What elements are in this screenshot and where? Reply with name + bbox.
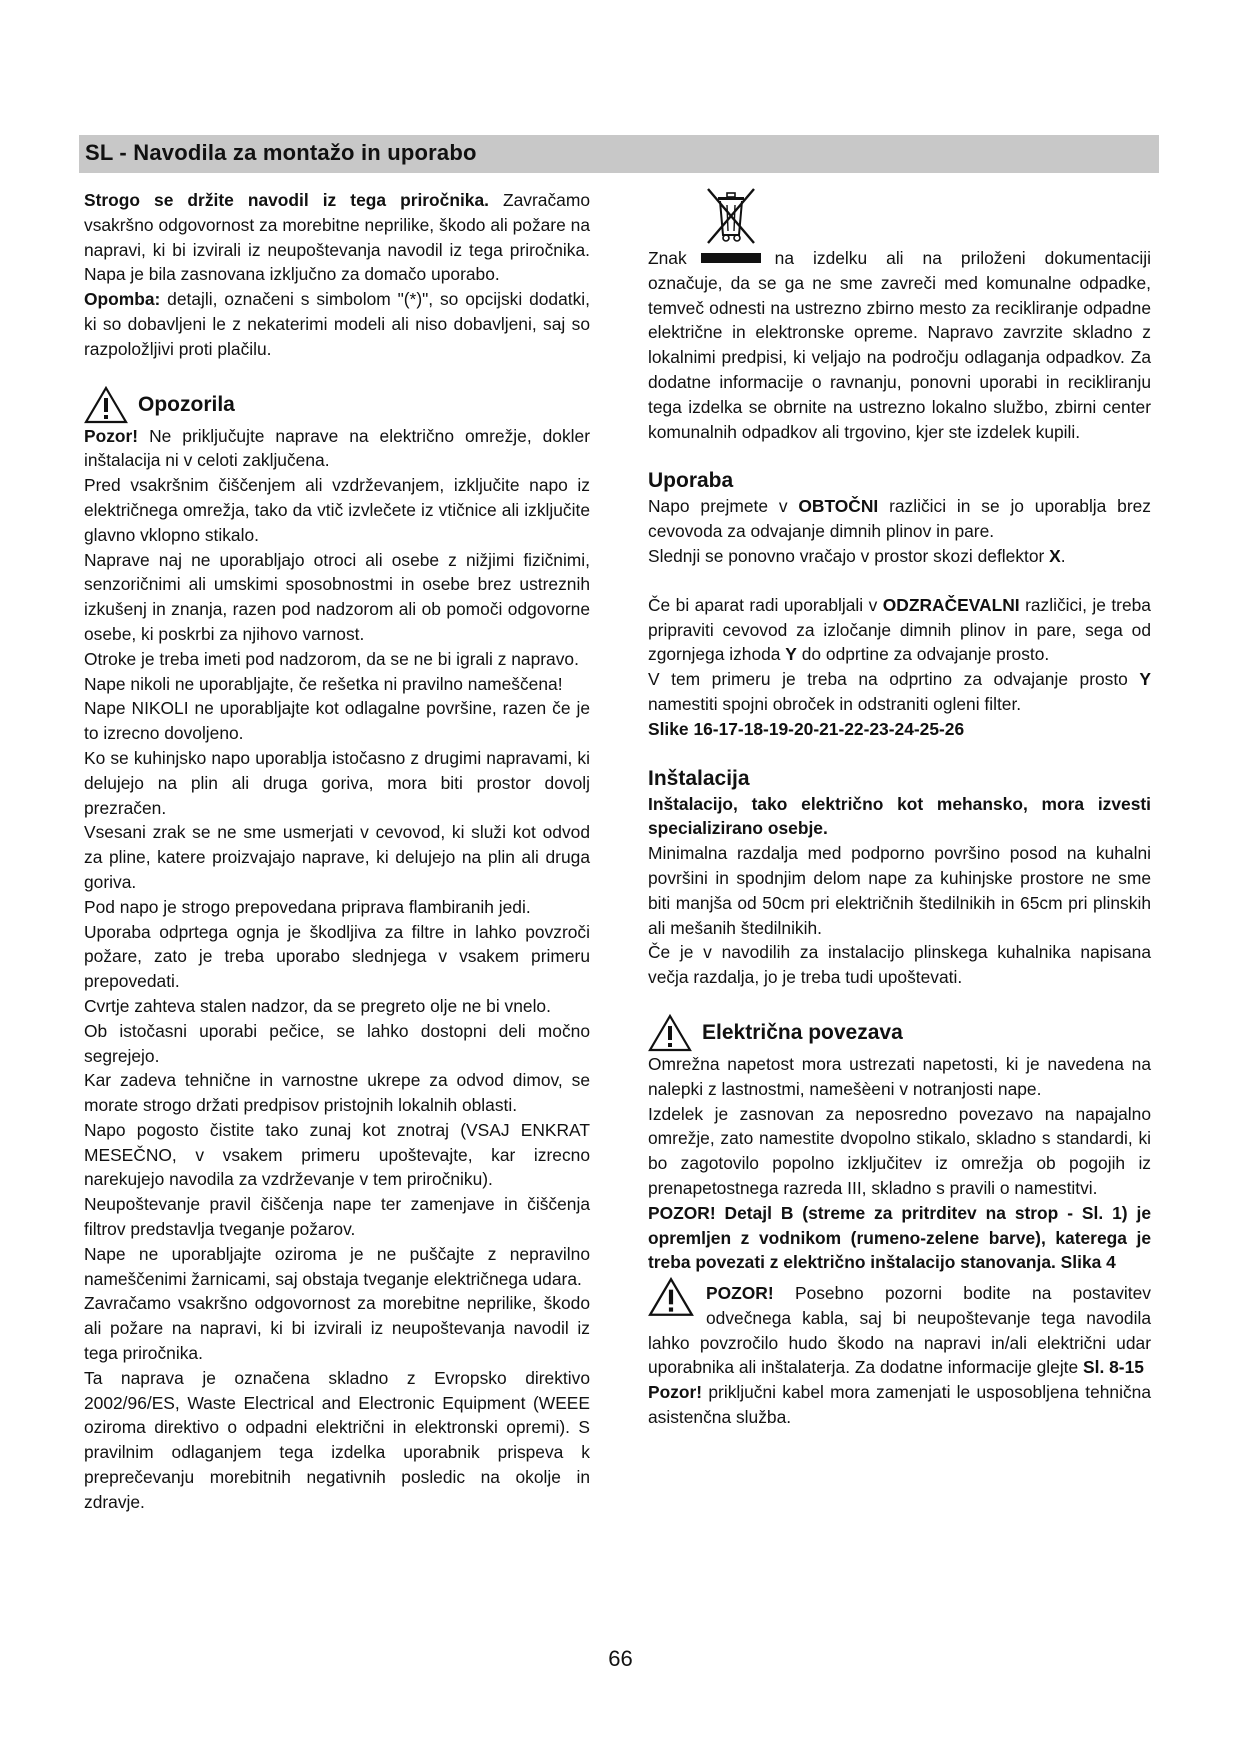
usage-text: Če bi aparat radi uporabljali v [648,594,883,615]
usage-text: V tem primeru je treba na odprtino za odvajanje prosto [648,669,1140,690]
warning-first-text: Ne priključujte naprave na električno omrežje, dokler inštalacija ni v celoti zaključena. [84,425,590,471]
warning-paragraph: Nape nikoli ne uporabljajte, če rešetka ni pravilno nameščena! [84,673,563,694]
warning-paragraph: Nape NIKOLI ne uporabljajte kot odlagalne površine, razen če je to izrecno dovoljeno. [84,698,590,744]
usage-bold: X [1049,545,1061,566]
warning-triangle-icon [84,386,128,424]
warning-triangle-icon [648,1014,692,1052]
intro-bold: Strogo se držite navodil iz tega priročnika. [84,190,489,210]
section-title: SL - Navodila za montažo in uporabo [85,140,477,165]
electrical-last [648,1380,1151,1430]
electrical-last-text: priključni kabel mora zamenjati le usposobljena tehnična asistenčna služba. [648,1382,1151,1428]
installation-title: Inštalacija [648,766,750,790]
usage-paragraph-4 [648,667,1151,717]
warning-triangle-icon [648,1277,694,1317]
warning-paragraph: Otroke je treba imeti pod nadzorom, da se ne bi igrali z napravo. [84,648,579,669]
warning-paragraph: Neupoštevanje pravil čiščenja nape ter zamenjave in čiščenja filtrov predstavlja tveganje požarov. [84,1194,590,1240]
warning-paragraph: Ta naprava je označena skladno z Evropsko direktivo 2002/96/ES, Waste Electrical and Electronic Equipment (WEEE oziroma direktivo o odpadni električni in elektronski opremi). S pravilnim odlaganjem tega izdelka uporabnik prispeva k preprečevanju morebitnih negativnih posledic na okolje in zdravje. [84,1367,590,1512]
electrical-bold-paragraph: POZOR! Detajl B (streme za pritrditev na strop - Sl. 1) je opremljen z vodnikom (rumeno-zelene barve), katerega je treba povezati z električno inštalacijo stanovanja. Slika 4 [648,1202,1151,1273]
usage-paragraph-1 [648,494,1151,544]
warnings-heading [84,386,590,424]
warning-paragraph: Vsesani zrak se ne sme usmerjati v cevovod, ki služi kot odvod za pline, katere proizvajajo naprave, ki delujejo na plin ali druga goriva. [84,822,590,892]
warning-first [84,424,590,474]
page-number: 66 [608,1646,633,1671]
usage-text: različici in se jo uporablja brez cevovoda za odvajanje dimnih plinov in pare. [648,496,1151,542]
usage-text: različici, je treba pripraviti cevovod za izločanje dimnih plinov in pare, sega od zgornjega izhoda [648,594,1151,665]
usage-bold: OBTOČNI [798,496,879,517]
electrical-warning-ref: Sl. 8-15 [1083,1357,1144,1378]
right-column [648,188,1151,1430]
warning-first-bold: Pozor! [84,425,139,446]
usage-paragraph-3 [648,593,1151,667]
note-paragraph [84,287,590,361]
usage-text: namestiti spojni obroček in odstraniti ogleni filter. [648,693,1022,714]
intro-paragraph [84,188,590,287]
installation-paragraph-1: Minimalna razdalja med podporno površino posod na kuhalni površini in spodnjim delom nape za kuhinjske prostore ne sme biti manjša od 50cm pri električnih štedilnikih in 65cm pri plinskih ali mešanih štedilnikih. [648,843,1151,938]
warning-paragraph: Ob istočasni uporabi pečice, se lahko dostopni deli močno segrejejo. [84,1020,590,1066]
usage-bold: ODZRAČEVALNI [882,594,1020,615]
electrical-warning-bold: POZOR! [706,1283,774,1304]
left-column [84,188,590,1515]
warning-paragraph: Cvrtje zahteva stalen nadzor, da se pregreto olje ne bi vnelo. [84,995,551,1016]
warning-paragraph: Kar zadeva tehnične in varnostne ukrepe za odvod dimov, se morate strogo držati predpisov pristojnih lokalnih oblasti. [84,1070,590,1116]
warning-paragraph: Pred vsakršnim čiščenjem ali vzdrževanjem, izključite napo iz električnega omrežja, tako da vtič izvlečete iz vtičnice ali izključite glavno vklopno stikalo. [84,475,590,545]
electrical-heading [648,1014,1151,1052]
section-header-bar [79,135,1159,173]
electrical-warning-text: Posebno pozorni bodite na postavitev odvečnega kabla, saj bi neupoštevanje tega navodila lahko povzročilo hudo škodo na napravi in/ali električni udar uporabnika ali inštalaterja. Za dodatne informacije glejte [648,1283,1151,1378]
warning-paragraph: Ko se kuhinjsko napo uporablja istočasno z drugimi napravami, ki delujejo na plin ali druga goriva, mora biti prostor dovolj prezračen. [84,747,590,818]
weee-text: na izdelku ali na priloženi dokumentaciji označuje, da se ga ne sme zavreči med komunalne odpadke, temveč odnesti na ustrezno zbirno mesto za recikliranje odpadne električne in elektronske opreme. Napravo zavrzite skladno z lokalnimi predpisi, ki veljajo na področju odlaganja odpadkov. Za dodatne informacije o ravnanju, ponovni uporabi in recikliranju tega izdelka se obrnite na ustrezno lokalno službo, zbirni center komunalnih odpadkov ali trgovino, kjer ste izdelek kupili. [648,248,1151,442]
electrical-title: Električna povezava [702,1020,903,1044]
usage-bold: Y [785,644,797,665]
usage-paragraph-2 [648,544,1151,569]
installation-bold: Inštalacijo, tako električno kot mehansko, mora izvesti specializirano osebje. [648,793,1151,839]
warnings-title: Opozorila [138,392,235,416]
note-bold: Opomba: [84,289,161,310]
installation-paragraph-2: Če je v navodilih za instalacijo plinskega kuhalnika napisana večja razdalja, jo je treba tudi upoštevati. [648,942,1151,988]
warning-paragraph: Pod napo je strogo prepovedana priprava flambiranih jedi. [84,896,531,917]
warning-paragraph: Napo pogosto čistite tako zunaj kot znotraj (VSAJ ENKRAT MESEČNO, v vsakem primeru upoštevajte, kar izrecno narekujejo navodila za vzdrževanje v tem priročniku). [84,1119,590,1190]
usage-bold: Y [1139,669,1151,690]
usage-text: Napo prejmete v [648,496,799,517]
weee-paragraph [648,246,1151,444]
usage-text: do odprtine za odvajanje prosto. [796,644,1050,665]
warning-paragraph: Naprave naj ne uporabljajo otroci ali osebe z nižjimi fizičnimi, senzoričnimi ali umskimi sposobnostmi in osebe brez ustreznih izkušenj in znanja, razen pod nadzorom ali ob pomoči odgovorne osebe, ki poskrbi za njihovo varnost. [84,549,590,644]
weee-bar-symbol [701,253,761,263]
electrical-last-bold: Pozor! [648,1382,703,1403]
usage-text: Slednji se ponovno vračajo v prostor skozi deflektor [648,545,1050,566]
usage-text: . [1060,545,1066,566]
electrical-paragraph-1: Omrežna napetost mora ustrezati napetosti, ki je navedena na nalepki z lastnostmi, namešèeni v notranjosti nape. [648,1053,1151,1099]
note-text: detajli, označeni s simbolom "(*)", so opcijski dodatki, ki so dobavljeni le z nekaterimi modeli ali niso dobavljeni, saj so razpoložljivi proti plačilu. [84,289,590,359]
usage-title: Uporaba [648,469,734,493]
electrical-warning [648,1281,1151,1380]
warning-paragraph: Zavračamo vsakršno odgovornost za morebitne neprilike, škodo ali požare na napravi, ki bi izvirali iz neupoštevanja navodil iz tega priročnika. [84,1293,590,1364]
usage-figures: Slike 16-17-18-19-20-21-22-23-24-25-26 [648,718,965,739]
electrical-paragraph-2: Izdelek je zasnovan za neposredno povezavo na napajalno omrežje, zato namestite dvopolno stikalo, skladno s standardi, ki bo zagotovilo popolno izključitev iz omrežja ob pogojih iz prenapetostnega razreda III, skladno s pravili o namestitvi. [648,1103,1151,1198]
warning-paragraph: Uporaba odprtega ognja je škodljiva za filtre in lahko povzroči požare, zato je treba uporabo slednjega v vsakem primeru prepovedati. [84,921,590,992]
intro-text: Zavračamo vsakršno odgovornost za morebitne neprilike, škodo ali požare na napravi, ki bi izvirali iz neupoštevanja navodil iz tega priročnika. Napa je bila zasnovana izključno za domačo uporabo. [84,190,590,285]
weee-prefix: Znak [648,248,687,268]
warning-paragraph: Nape ne uporabljajte oziroma je ne puščajte z nepravilno nameščenimi žarnicami, saj obstaja tveganje električnega udara. [84,1243,590,1289]
